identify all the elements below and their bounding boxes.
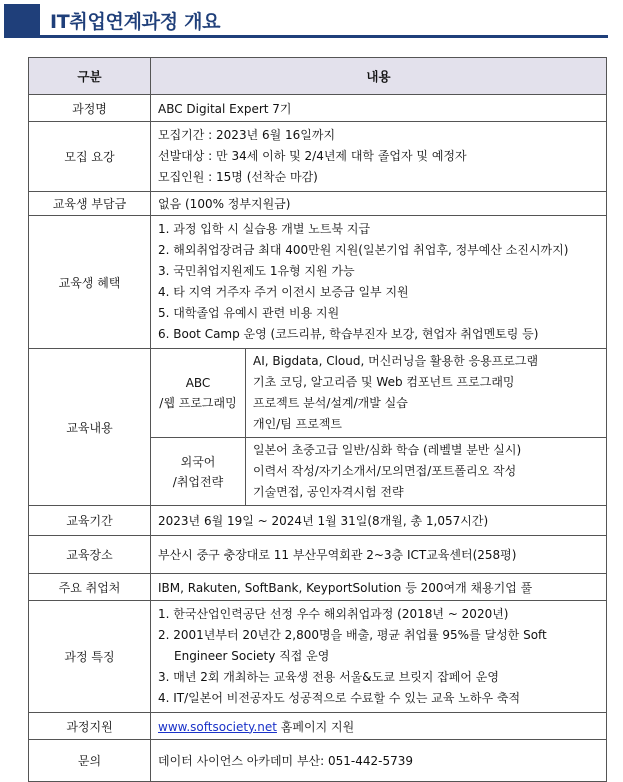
contents-item: 프로젝트 분석/설계/개발 실습: [253, 396, 408, 410]
location-label: 교육장소: [29, 536, 151, 574]
row-features: [29, 601, 607, 713]
support-website-link[interactable]: www.softsociety.net: [158, 719, 277, 734]
contents-label: 교육내용: [29, 349, 151, 506]
benefit-item: 2. 해외취업장려금 최대 400만원 지원(일본기업 취업후, 정부예산 소진시까지): [158, 243, 569, 257]
contents-sub1-label-b: /웹 프로그래밍: [159, 396, 237, 410]
row-contact: [29, 740, 607, 782]
contents-item: 기초 코딩, 알고리즘 및 Web 컴포넌트 프로그래밍: [253, 375, 515, 389]
burden-label: 교육생 부담금: [29, 192, 151, 216]
header-row: [29, 58, 607, 95]
row-location: [29, 536, 607, 574]
benefits-content: [151, 216, 607, 349]
row-contents-1: [29, 349, 607, 438]
employers-label: 주요 취업처: [29, 574, 151, 601]
header-category: 구분: [29, 58, 151, 95]
support-label: 과정지원: [29, 713, 151, 740]
contents-sub2-label: [151, 438, 246, 506]
title-underline: [40, 35, 608, 38]
row-course-name: [29, 95, 607, 122]
row-benefits: [29, 216, 607, 349]
contents-item: 기술면접, 공인자격시험 전략: [253, 485, 404, 499]
support-content: [151, 713, 607, 740]
features-label: 과정 특징: [29, 601, 151, 713]
feature-item: 1. 한국산업인력공단 선정 우수 해외취업과정 (2018년 ~ 2020년): [158, 607, 509, 621]
period-value: 2023년 6월 19일 ~ 2024년 1월 31일(8개월, 총 1,057시간): [151, 506, 607, 536]
contents-item: AI, Bigdata, Cloud, 머신러닝을 활용한 응용프로그램: [253, 354, 539, 368]
row-support: [29, 713, 607, 740]
benefit-item: 5. 대학졸업 유예시 관련 비용 지원: [158, 306, 340, 320]
recruit-target: 선발대상 : 만 34세 이하 및 2/4년제 대학 졸업자 및 예정자: [158, 149, 467, 163]
contents-sub2-label-a: 외국어: [180, 454, 216, 469]
benefit-item: 1. 과정 입학 시 실습용 개별 노트북 지급: [158, 222, 371, 236]
benefit-item: 3. 국민취업지원제도 1유형 지원 가능: [158, 264, 355, 278]
contents-sub2-content: [246, 438, 607, 506]
contents-sub1-label-a: ABC: [185, 376, 211, 390]
title-bar: [4, 4, 608, 38]
location-value: 부산시 중구 충장대로 11 부산무역회관 2~3층 ICT교육센터(258평): [151, 536, 607, 574]
feature-item-continued: Engineer Society 직접 운영: [174, 649, 330, 663]
course-name-label: 과정명: [29, 95, 151, 122]
benefit-item: 6. Boot Camp 운영 (코드리뷰, 학습부진자 보강, 현업자 취업멘토링 등): [158, 327, 539, 341]
row-burden: [29, 192, 607, 216]
feature-item: 4. IT/일본어 비전공자도 성공적으로 수료할 수 있는 교육 노하우 축적: [158, 691, 521, 705]
contact-label: 문의: [29, 740, 151, 782]
recruit-content: [151, 122, 607, 192]
header-content: 내용: [151, 58, 607, 95]
burden-value: 없음 (100% 정부지원금): [151, 192, 607, 216]
title-accent-block: [4, 4, 40, 38]
contents-item: 개인/팀 프로젝트: [253, 417, 343, 431]
contents-sub1-label: [151, 349, 246, 438]
recruit-period: 모집기간 : 2023년 6월 16일까지: [158, 128, 336, 142]
benefits-label: 교육생 혜택: [29, 216, 151, 349]
feature-item: 3. 매년 2회 개최하는 교육생 전용 서울&도쿄 브릿지 잡페어 운영: [158, 670, 499, 684]
contents-item: 일본어 초중고급 일반/심화 학습 (레벨별 분반 실시): [253, 443, 522, 457]
contact-value: 데이터 사이언스 아카데미 부산: 051-442-5739: [151, 740, 607, 782]
recruit-count: 모집인원 : 15명 (선착순 마감): [158, 170, 318, 184]
page-title: IT취업연계과정 개요: [50, 11, 221, 33]
benefit-item: 4. 타 지역 거주자 주거 이전시 보증금 일부 지원: [158, 285, 409, 299]
course-name-value: ABC Digital Expert 7기: [151, 95, 607, 122]
period-label: 교육기간: [29, 506, 151, 536]
recruit-label: 모집 요강: [29, 122, 151, 192]
overview-table: [28, 57, 607, 782]
feature-item: 2. 2001년부터 20년간 2,800명을 배출, 평균 취업률 95%를 달성한 Soft: [158, 628, 547, 642]
row-employers: [29, 574, 607, 601]
employers-value: IBM, Rakuten, SoftBank, KeyportSolution 등 200여개 채용기업 풀: [151, 574, 607, 601]
contents-sub1-content: [246, 349, 607, 438]
support-suffix: 홈페이지 지원: [276, 719, 355, 734]
features-content: [151, 601, 607, 713]
row-recruit: [29, 122, 607, 192]
contents-item: 이력서 작성/자기소개서/모의면접/포트폴리오 작성: [253, 464, 517, 478]
contents-sub2-label-b: /취업전략: [172, 474, 224, 489]
row-period: [29, 506, 607, 536]
